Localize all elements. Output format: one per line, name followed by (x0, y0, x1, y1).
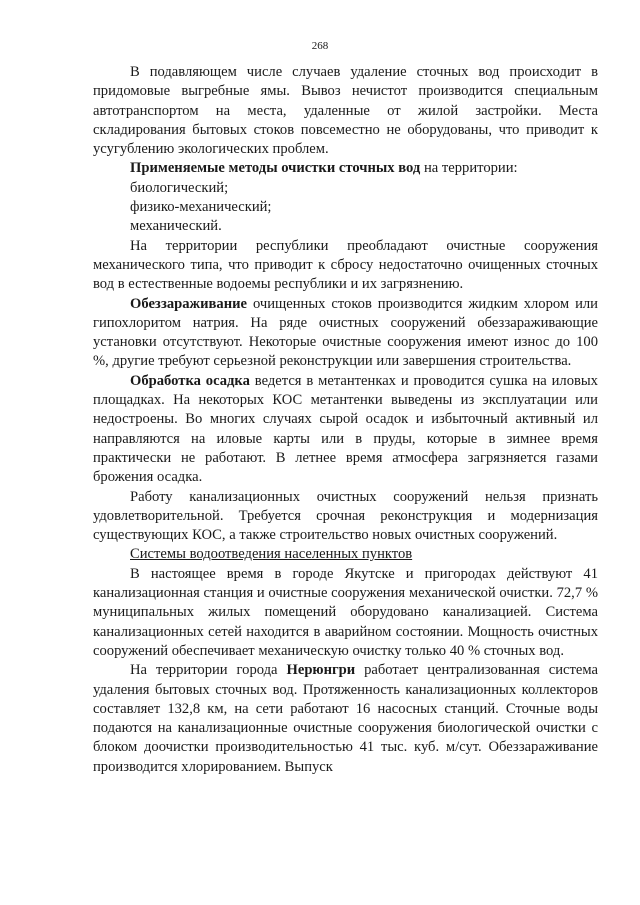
paragraph-sewage-removal: В подавляющем числе случаев удаление сточных вод происходит в придомовые выгребные ямы. Вывоз нечистот производится специальным автотранспортом на места, удаленные от жилой застройки. Места складирования бытовых стоков повсеместно не оборудованы, что приводит к усугублению экологических проблем. (93, 64, 598, 158)
paragraph-assessment: Работу канализационных очистных сооружений нельзя признать удовлетворительной. Требуется срочная реконструкция и модернизация существующих КОС, а также строительство новых очистных сооружений. (93, 488, 598, 544)
paragraph-sludge-treatment: Обработка осадка ведется в метантенках и проводится сушка на иловых площадках. На некоторых КОС метантенки выведены из эксплуатации или недостроены. Во многих случаях сырой осадок и избыточный активный ил направляются на иловые карты или в пруды, которые в зимнее время практически не работают. В летнее время атмосфера загрязняется газами брожения осадка. (93, 372, 598, 486)
disinfection-term: Обеззараживание (130, 295, 248, 312)
page-number: 268 (311, 40, 329, 52)
paragraph-mechanical-type: На территории республики преобладают очистные сооружения механического типа, что приводит к сбросу недостаточно очищенных сточных вод в естественные водоемы республики и их загрязнению. (93, 237, 598, 293)
section-heading (93, 545, 598, 564)
document-body (93, 63, 598, 777)
paragraph-yakutsk: В настоящее время в городе Якутске и пригородах действуют 41 канализационная станция и очистные сооружения механической очистки. 72,7 % муниципальных жилых помещений оборудовано канализацией. Система канализационных сетей находится в аварийном состоянии. Мощность очистных сооружений обеспечивает механическую очистку только 40 % сточных вод. (93, 565, 598, 659)
sludge-treatment-term: Обработка осадка (130, 372, 250, 389)
list-item: механический. (130, 218, 222, 235)
treatment-methods-term: Применяемые методы очистки сточных вод (130, 160, 421, 177)
list-item: биологический; (130, 179, 229, 196)
paragraph-treatment-methods: Применяемые методы очистки сточных вод на территории: (130, 160, 518, 177)
paragraph-neryungri: На территории города Нерюнгри работает централизованная система удаления бытовых сточных вод. Протяженность канализационных коллекторов составляет 132,8 км, на сети работают 16 насосных станций. Сточные воды подаются на канализационные очистные сооружения биологической очистки с блоком доочистки производительностью 41 тыс. куб. м/сут. Обеззараживание производится хлорированием. Выпуск (93, 662, 598, 775)
paragraph-disinfection: Обеззараживание очищенных стоков производится жидким хлором или гипохлоритом натрия. На ряде очистных сооружений обеззараживающие установки отсутствуют. Некоторые очистные сооружения имеют износ до 100 %, другие требуют серьезной реконструкции или завершения строительства. (93, 295, 598, 370)
section-heading-text: Системы водоотведения населенных пунктов (130, 546, 413, 563)
list-item: физико-механический; (130, 199, 272, 216)
neryungri-term: Нерюнгри (286, 662, 356, 679)
